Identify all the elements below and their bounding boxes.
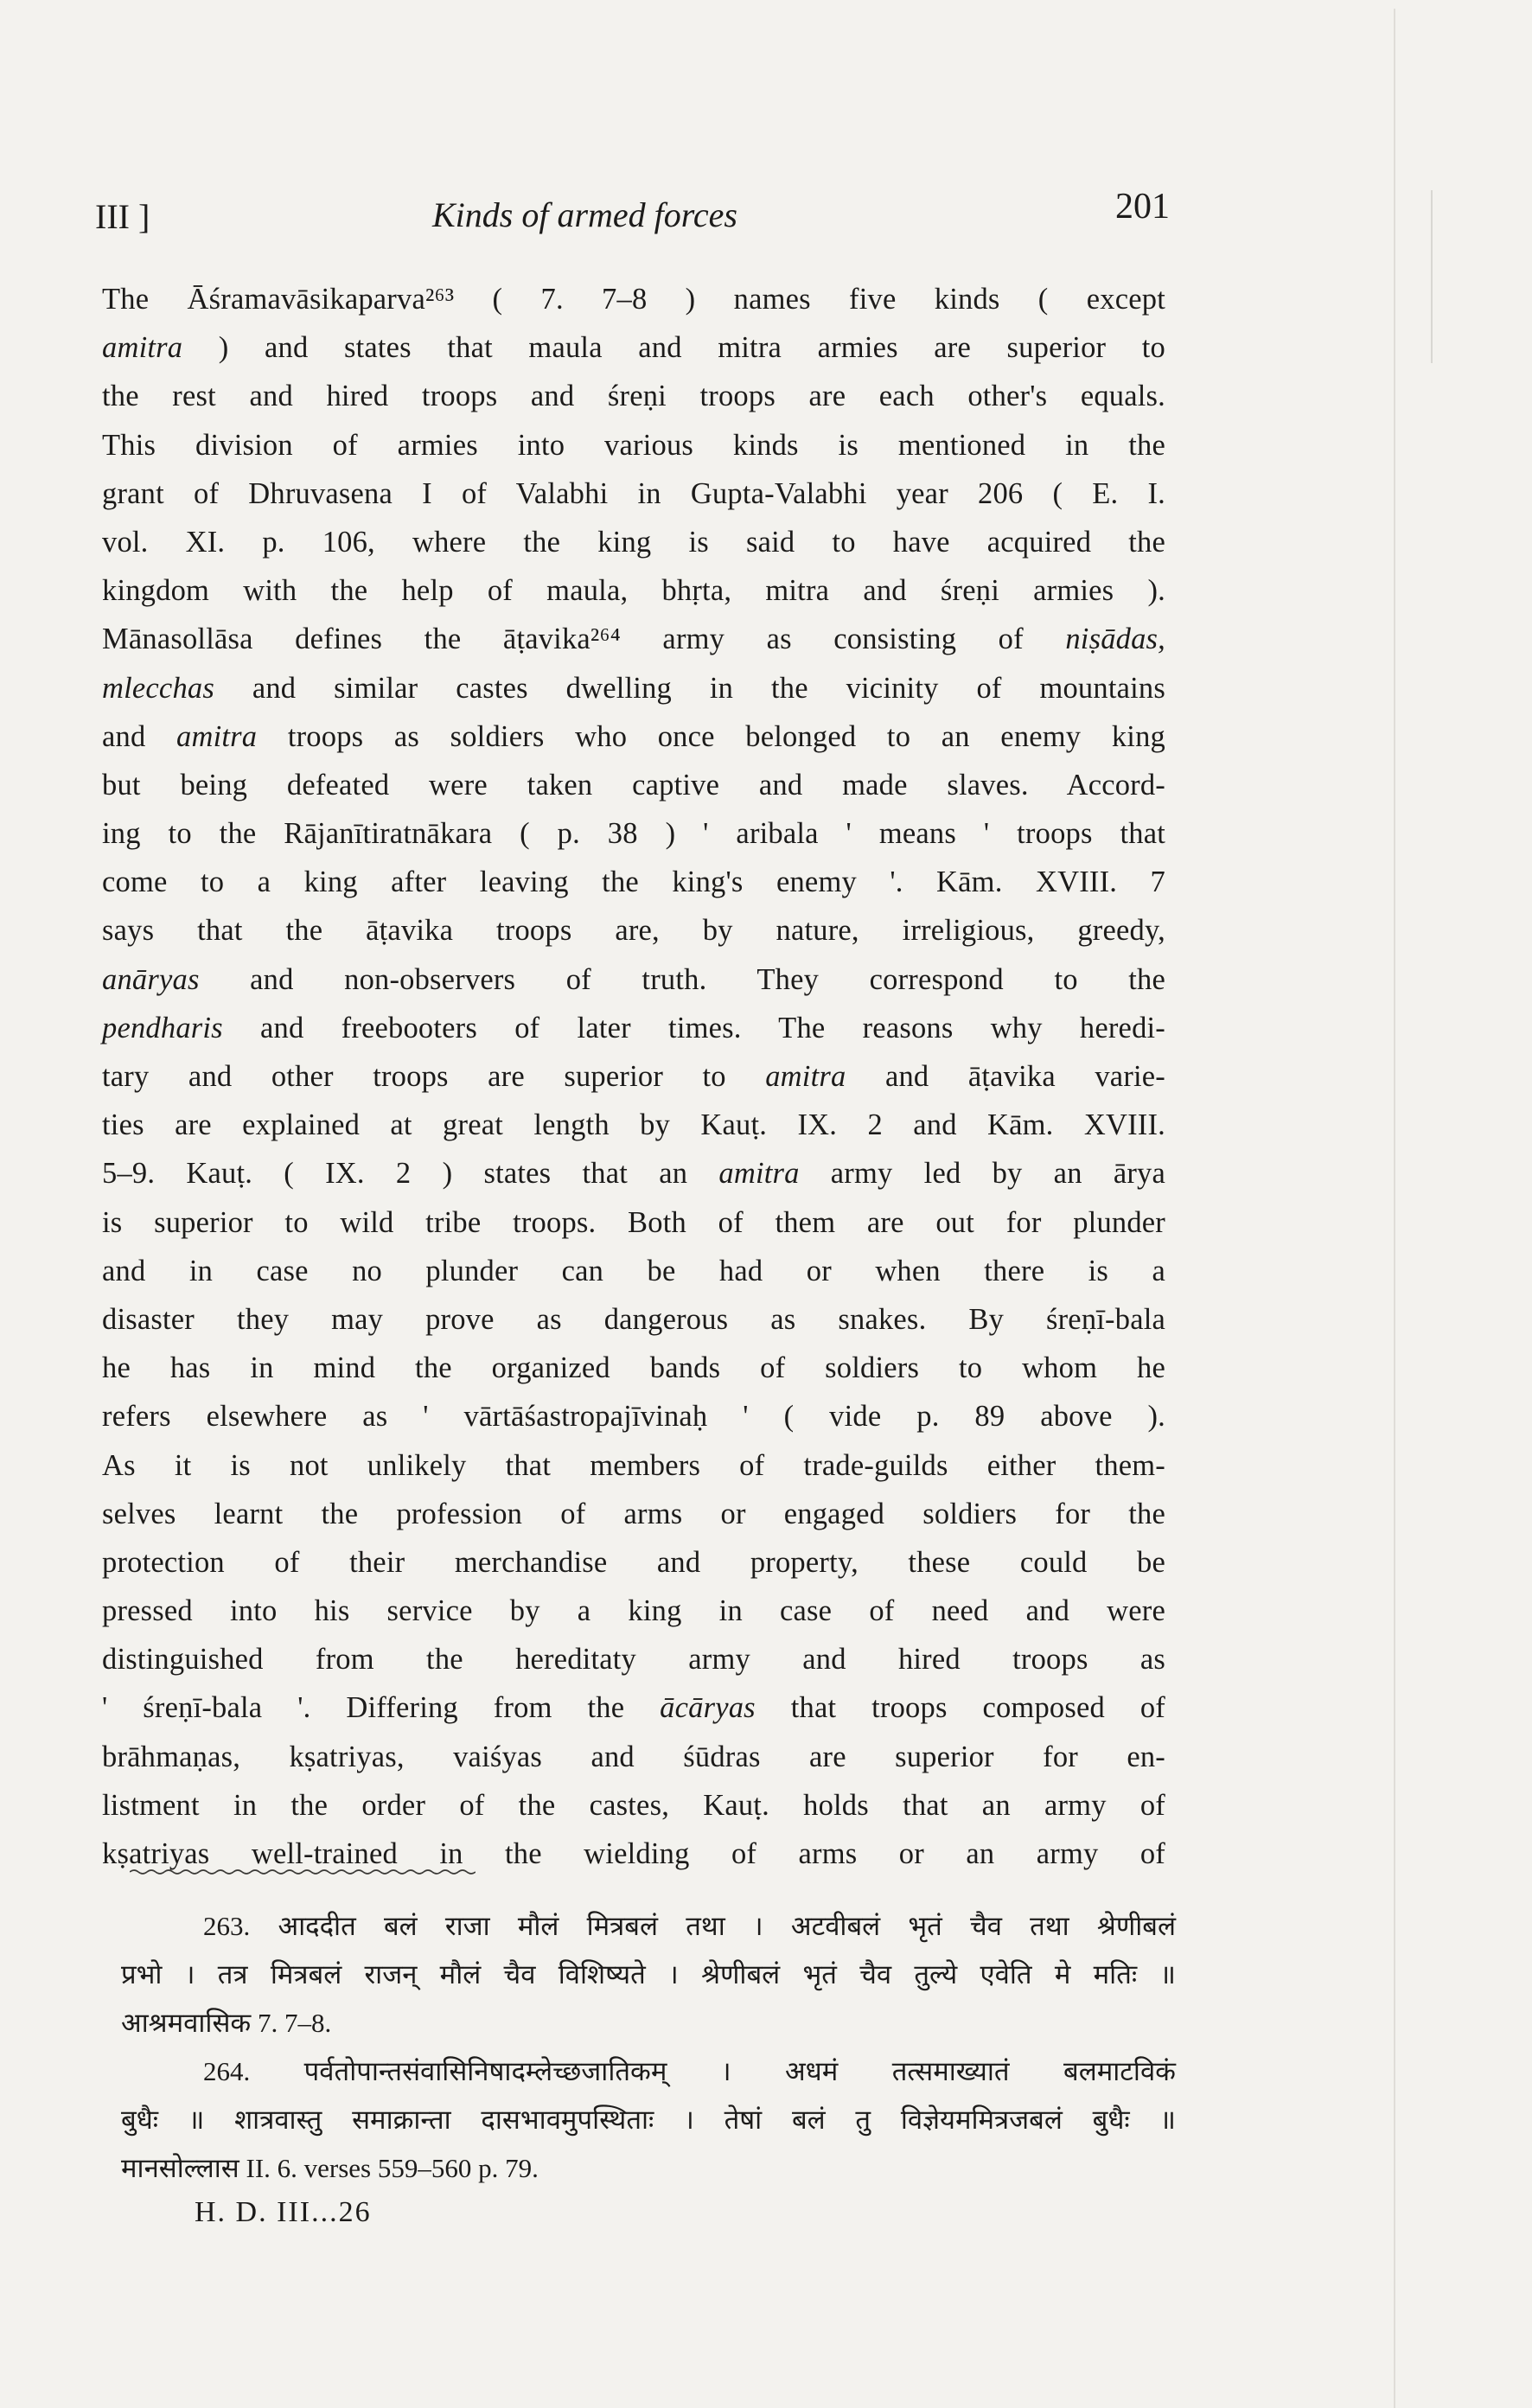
text-line: pressed into his service by a king in case of need and were xyxy=(102,1594,1165,1628)
scan-artifact-line xyxy=(1394,9,1395,2408)
text-line: is superior to wild tribe troops. Both of them are out for plunder xyxy=(102,1205,1165,1239)
text-line: and amitra troops as soldiers who once belonged to an enemy king xyxy=(102,719,1165,753)
footnote-264-line-3: मानसोल्लास II. 6. verses 559–560 p. 79. xyxy=(121,2153,539,2183)
footnote-263-line-1: 263. आददीत बलं राजा मौलं मित्रबलं तथा । अटवीबलं भृतं चैव तथा श्रेणीबलं xyxy=(203,1911,1176,1941)
text-line: distinguished from the hereditaty army and hired troops as xyxy=(102,1643,1165,1677)
text-line: kṣatriyas well-trained in the wielding of arms or an army of xyxy=(102,1837,1165,1870)
scan-artifact-line xyxy=(1431,190,1433,363)
text-line: mlecchas and similar castes dwelling in the vicinity of mountains xyxy=(102,671,1165,705)
text-line: ing to the Rājanītiratnākara ( p. 38 ) ' aribala ' means ' troops that xyxy=(102,817,1165,851)
text-line: vol. XI. p. 106, where the king is said to have acquired the xyxy=(102,525,1165,559)
footnote-rule xyxy=(130,1868,476,1876)
text-line: amitra ) and states that maula and mitra armies are superior to xyxy=(102,331,1165,365)
text-line: the rest and hired troops and śreṇi troops are each other's equals. xyxy=(102,380,1165,413)
footnote-263-line-2: प्रभो । तत्र मित्रबलं राजन् मौलं चैव विशिष्यते । श्रेणीबलं भृतं चैव तुल्ये एवेति मे मतिः ॥ xyxy=(121,1959,1176,1990)
footnote-263-line-3: आश्रमवासिक 7. 7–8. xyxy=(121,2008,332,2038)
signature-mark: H. D. III...26 xyxy=(195,2196,372,2228)
page-header xyxy=(95,187,1170,238)
text-line: kingdom with the help of maula, bhṛta, mitra and śreṇi armies ). xyxy=(102,574,1165,608)
text-line: and in case no plunder can be had or when there is a xyxy=(102,1254,1165,1287)
text-line: The Āśramavāsikaparva²⁶³ ( 7. 7–8 ) names five kinds ( except xyxy=(102,283,1165,316)
text-line: 5–9. Kauṭ. ( IX. 2 ) states that an amitra army led by an ārya xyxy=(102,1157,1165,1191)
text-line: As it is not unlikely that members of trade-guilds either them- xyxy=(102,1448,1165,1482)
text-line: ' śreṇī-bala '. Differing from the ācāryas that troops composed of xyxy=(102,1691,1165,1725)
text-line: he has in mind the organized bands of soldiers to whom he xyxy=(102,1351,1165,1385)
text-line: protection of their merchandise and property, these could be xyxy=(102,1545,1165,1579)
part-number: III ] xyxy=(95,197,150,236)
text-line: says that the āṭavika troops are, by nature, irreligious, greedy, xyxy=(102,914,1165,948)
main-text xyxy=(102,275,1165,1878)
footnote-264-line-1: 264. पर्वतोपान्तसंवासिनिषादम्लेच्छजातिकम् । अधमं तत्समाख्यातं बलमाटविकं xyxy=(203,2056,1176,2086)
page-number: 201 xyxy=(1115,187,1170,227)
text-line: listment in the order of the castes, Kauṭ. holds that an army of xyxy=(102,1788,1165,1822)
text-line: This division of armies into various kinds is mentioned in the xyxy=(102,428,1165,462)
text-line: but being defeated were taken captive and made slaves. Accord- xyxy=(102,768,1165,802)
footnote-264-line-2: बुधैः ॥ शात्रवास्तु समाक्रान्ता दासभावमुपस्थिताः । तेषां बलं तु विज्ञेयममित्रजबलं बुधैः ॥ xyxy=(121,2105,1176,2135)
running-title: Kinds of armed forces xyxy=(432,195,737,234)
text-line: tary and other troops are superior to amitra and āṭavika varie- xyxy=(102,1060,1165,1093)
text-line: grant of Dhruvasena I of Valabhi in Gupta-Valabhi year 206 ( E. I. xyxy=(102,476,1165,510)
text-line: Mānasollāsa defines the āṭavika²⁶⁴ army as consisting of niṣādas, xyxy=(102,623,1165,656)
text-line: ties are explained at great length by Kauṭ. IX. 2 and Kām. XVIII. xyxy=(102,1108,1165,1142)
text-line: disaster they may prove as dangerous as snakes. By śreṇī-bala xyxy=(102,1302,1165,1336)
text-line: selves learnt the profession of arms or engaged soldiers for the xyxy=(102,1497,1165,1530)
text-line: come to a king after leaving the king's enemy '. Kām. XVIII. 7 xyxy=(102,865,1165,899)
text-line: pendharis and freebooters of later times. The reasons why heredi- xyxy=(102,1011,1165,1044)
text-line: anāryas and non-observers of truth. They correspond to the xyxy=(102,962,1165,996)
footnotes xyxy=(121,1902,1176,2193)
text-line: brāhmaṇas, kṣatriyas, vaiśyas and śūdras are superior for en- xyxy=(102,1740,1165,1773)
text-line: refers elsewhere as ' vārtāśastropajīvinaḥ ' ( vide p. 89 above ). xyxy=(102,1400,1165,1434)
